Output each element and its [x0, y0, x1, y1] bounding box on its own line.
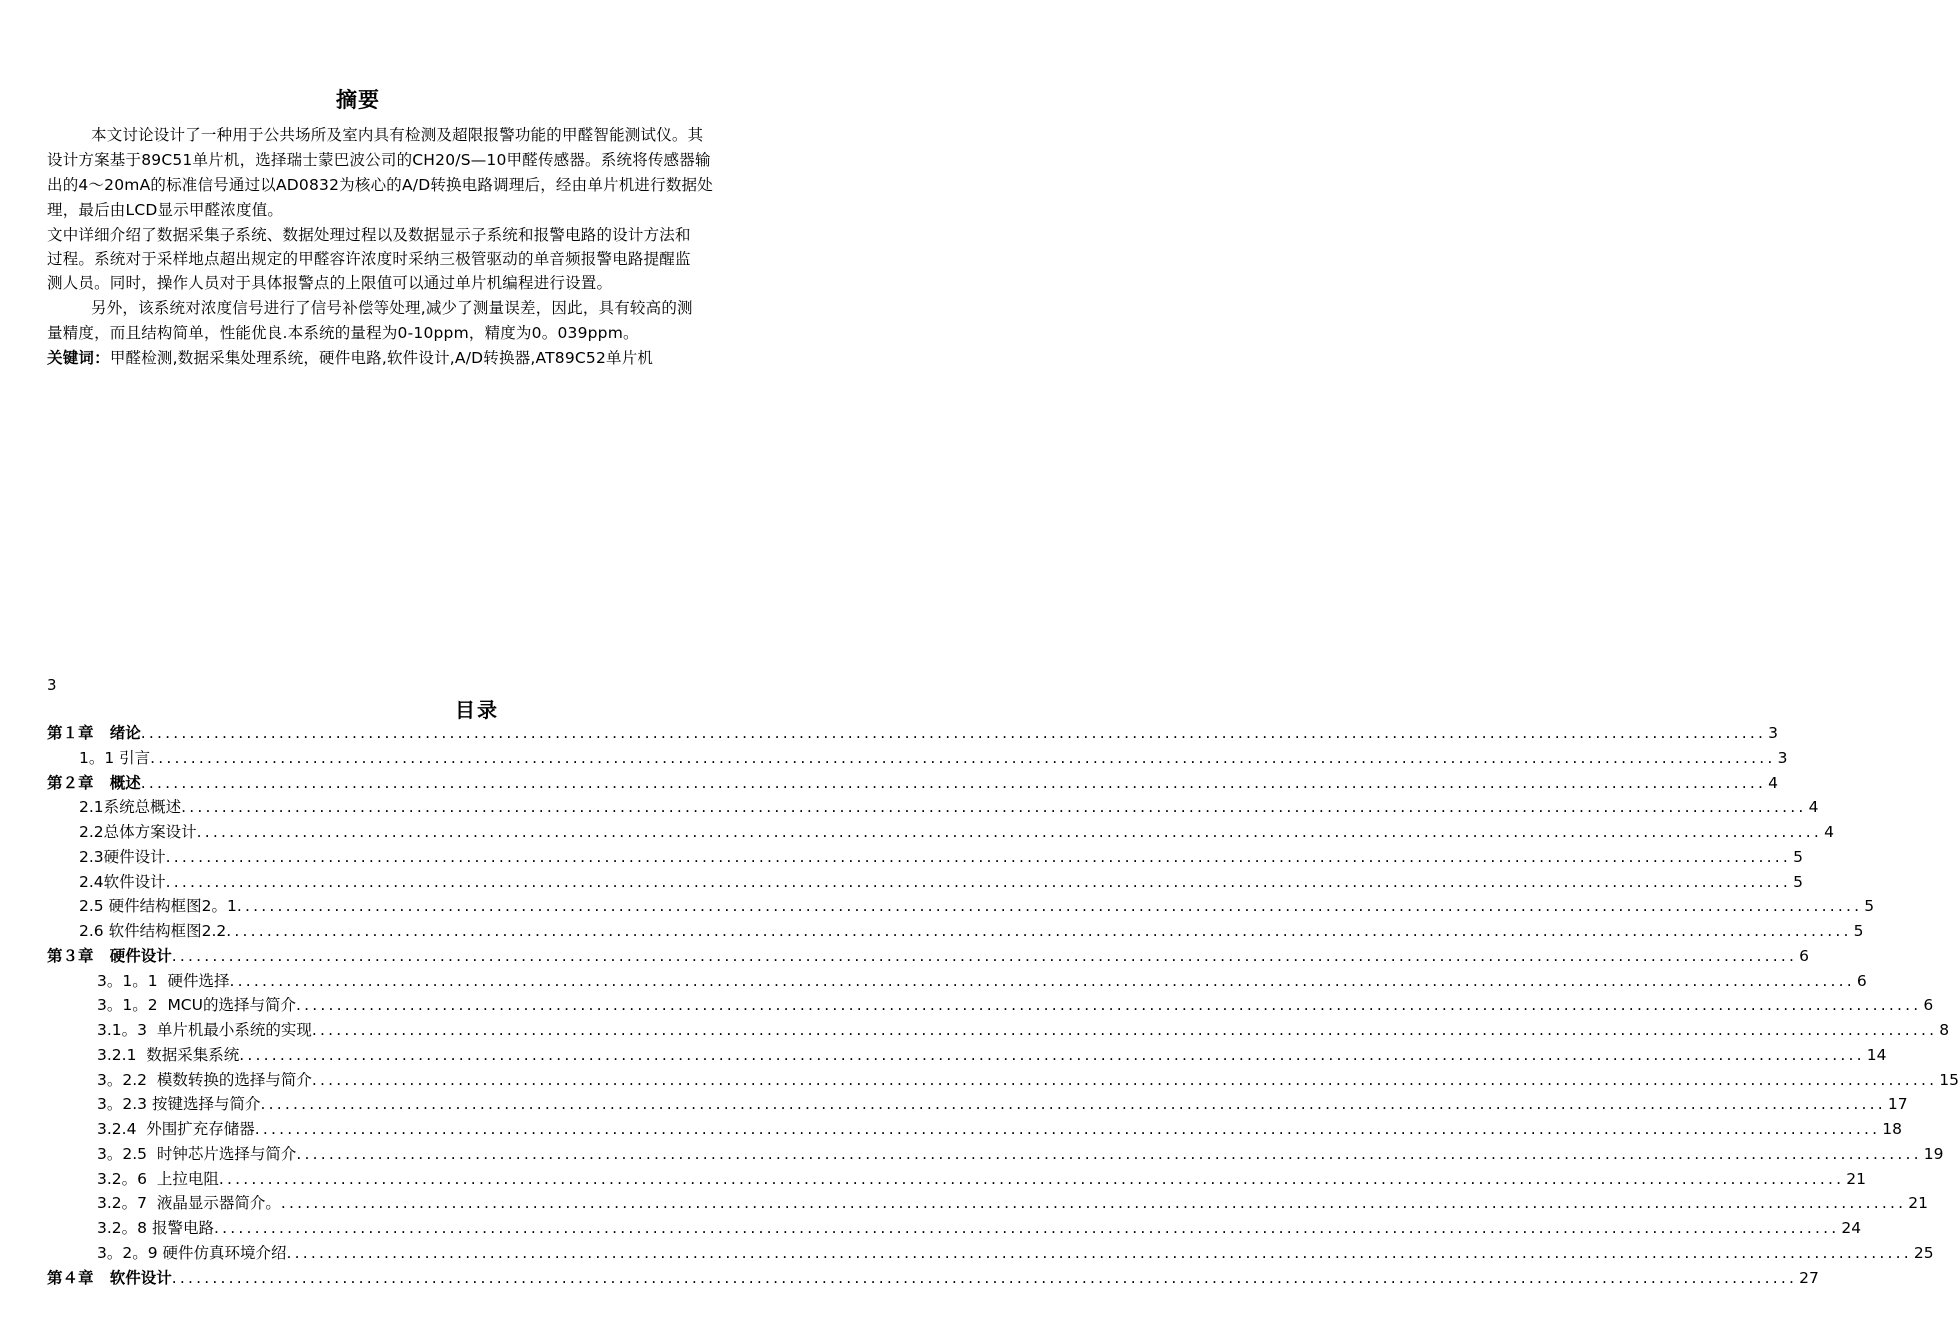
abstract-line: 出的4～20mA的标准信号通过以AD0832为核心的A/D转换电路调理后，经由单片机进行数据处	[47, 176, 713, 194]
toc-section-entry[interactable]	[79, 894, 1875, 918]
toc-section-entry[interactable]	[79, 919, 1864, 943]
abstract-line: 另外，该系统对浓度信号进行了信号补偿等处理,减少了测量误差，因此，具有较高的测	[91, 299, 693, 317]
toc-leader-dots: ........................................................................................................................................................................................................	[196, 823, 1823, 841]
toc-leader-dots: ........................................................................................................................................................................................................	[236, 897, 1863, 915]
toc-section-entry[interactable]	[97, 1216, 1862, 1240]
toc-leader-dots: ........................................................................................................................................................................................................	[254, 1120, 1881, 1138]
toc-leader-dots: ........................................................................................................................................................................................................	[213, 1219, 1840, 1237]
page-number: 3	[47, 676, 57, 694]
toc-chapter-entry[interactable]	[47, 771, 1778, 795]
toc-page-number: 4	[1824, 823, 1834, 841]
toc-entry-label: 3。2.2 模数转换的选择与简介	[97, 1071, 312, 1089]
toc-leader-dots: ........................................................................................................................................................................................................	[239, 1046, 1865, 1064]
toc-entry-label: 3.1。3 单片机最小系统的实现	[97, 1021, 312, 1039]
toc-leader-dots: ........................................................................................................................................................................................................	[295, 996, 1922, 1014]
toc-leader-dots: ........................................................................................................................................................................................................	[140, 724, 1767, 742]
abstract-line: 过程。系统对于采样地点超出规定的甲醛容许浓度时采纳三极管驱动的单音频报警电路提醒监	[47, 250, 691, 268]
toc-entry-label: 3。2.3 按键选择与简介	[97, 1095, 261, 1113]
toc-entry-label: 2.6 软件结构框图2.2	[79, 922, 227, 940]
toc-section-entry[interactable]	[97, 1068, 1959, 1092]
toc-entry-label: 3。2.5 时钟芯片选择与简介	[97, 1145, 297, 1163]
toc-leader-dots: ........................................................................................................................................................................................................	[296, 1145, 1922, 1163]
abstract-title: 摘要	[336, 88, 380, 112]
toc-leader-dots: ........................................................................................................................................................................................................	[226, 922, 1852, 940]
toc-leader-dots: ........................................................................................................................................................................................................	[181, 798, 1807, 816]
toc-leader-dots: ........................................................................................................................................................................................................	[140, 774, 1767, 792]
toc-entry-label: 1。1 引言	[79, 749, 151, 767]
toc-section-entry[interactable]	[97, 1018, 1950, 1042]
toc-entry-label: 2.2总体方案设计	[79, 823, 197, 841]
toc-page-number: 14	[1866, 1046, 1887, 1064]
toc-section-entry[interactable]	[97, 993, 1934, 1017]
toc-entry-label: 第４章 软件设计	[47, 1269, 172, 1287]
abstract-line: 本文讨论设计了一种用于公共场所及室内具有检测及超限报警功能的甲醛智能测试仪。其	[91, 126, 704, 144]
toc-chapter-entry[interactable]	[47, 721, 1778, 745]
toc-page-number: 5	[1793, 848, 1803, 866]
toc-entry-label: 2.5 硬件结构框图2。1	[79, 897, 237, 915]
toc-page-number: 24	[1841, 1219, 1862, 1237]
toc-section-entry[interactable]	[79, 845, 1803, 869]
toc-entry-label: 2.4软件设计	[79, 873, 166, 891]
toc-entry-label: 3。2。9 硬件仿真环境介绍	[97, 1244, 287, 1262]
toc-page-number: 17	[1887, 1095, 1908, 1113]
toc-leader-dots: ........................................................................................................................................................................................................	[311, 1021, 1938, 1039]
toc-leader-dots: ........................................................................................................................................................................................................	[286, 1244, 1912, 1262]
toc-page-number: 27	[1799, 1269, 1819, 1287]
toc-section-entry[interactable]	[79, 746, 1788, 770]
toc-entry-label: 2.3硬件设计	[79, 848, 166, 866]
toc-chapter-entry[interactable]	[47, 1266, 1819, 1290]
toc-page-number: 6	[1799, 947, 1809, 965]
toc-page-number: 18	[1882, 1120, 1902, 1138]
toc-leader-dots: ........................................................................................................................................................................................................	[171, 947, 1798, 965]
toc-entry-label: 第１章 绪论	[47, 724, 141, 742]
toc-section-entry[interactable]	[97, 1241, 1934, 1265]
toc-leader-dots: ........................................................................................................................................................................................................	[165, 873, 1792, 891]
keywords-line	[47, 347, 653, 369]
toc-leader-dots: ........................................................................................................................................................................................................	[260, 1095, 1886, 1113]
toc-section-entry[interactable]	[97, 1092, 1908, 1116]
toc-section-entry[interactable]	[79, 870, 1803, 894]
abstract-line: 测人员。同时，操作人员对于具体报警点的上限值可以通过单片机编程进行设置。	[47, 274, 613, 292]
keywords-text: 甲醛检测,数据采集处理系统，硬件电路,软件设计,A/D转换器,AT89C52单片机	[109, 349, 654, 367]
toc-entry-label: 3.2。6 上拉电阻	[97, 1170, 219, 1188]
toc-entry-label: 3。1。2 MCU的选择与简介	[97, 996, 296, 1014]
toc-section-entry[interactable]	[97, 1167, 1867, 1191]
toc-section-entry[interactable]	[97, 1043, 1887, 1067]
toc-leader-dots: ........................................................................................................................................................................................................	[280, 1194, 1907, 1212]
toc-entry-label: 3.2。8 报警电路	[97, 1219, 214, 1237]
toc-section-entry[interactable]	[97, 1117, 1902, 1141]
abstract-line: 量精度，而且结构简单，性能优良.本系统的量程为0-10ppm，精度为0。039ppm。	[47, 324, 639, 342]
toc-page-number: 21	[1846, 1170, 1867, 1188]
toc-section-entry[interactable]	[79, 795, 1819, 819]
toc-entry-label: 3。1。1 硬件选择	[97, 972, 230, 990]
toc-page-number: 6	[1856, 972, 1867, 990]
toc-leader-dots: ........................................................................................................................................................................................................	[218, 1170, 1845, 1188]
toc-entry-label: 第３章 硬件设计	[47, 947, 172, 965]
toc-page-number: 5	[1793, 873, 1803, 891]
toc-page-number: 4	[1808, 798, 1819, 816]
toc-leader-dots: ........................................................................................................................................................................................................	[171, 1269, 1798, 1287]
toc-section-entry[interactable]	[97, 969, 1867, 993]
toc-page-number: 5	[1853, 922, 1864, 940]
toc-page-number: 3	[1768, 724, 1778, 742]
toc-entry-label: 第２章 概述	[47, 774, 141, 792]
toc-leader-dots: ........................................................................................................................................................................................................	[150, 749, 1776, 767]
toc-entry-label: 2.1系统总概述	[79, 798, 182, 816]
toc-title: 目录	[455, 698, 499, 722]
toc-entry-label: 3.2。7 液晶显示器简介。	[97, 1194, 281, 1212]
toc-section-entry[interactable]	[79, 820, 1834, 844]
toc-entry-label: 3.2.1 数据采集系统	[97, 1046, 240, 1064]
toc-page-number: 4	[1768, 774, 1778, 792]
toc-page-number: 19	[1923, 1145, 1944, 1163]
toc-page-number: 6	[1923, 996, 1934, 1014]
toc-chapter-entry[interactable]	[47, 944, 1809, 968]
toc-page-number: 21	[1908, 1194, 1929, 1212]
abstract-line: 文中详细介绍了数据采集子系统、数据处理过程以及数据显示子系统和报警电路的设计方法和	[47, 226, 691, 244]
toc-section-entry[interactable]	[97, 1142, 1944, 1166]
toc-entry-label: 3.2.4 外围扩充存储器	[97, 1120, 255, 1138]
toc-page-number: 3	[1777, 749, 1788, 767]
toc-leader-dots: ........................................................................................................................................................................................................	[229, 972, 1855, 990]
toc-page-number: 25	[1913, 1244, 1934, 1262]
toc-page-number: 5	[1864, 897, 1875, 915]
abstract-line: 设计方案基于89C51单片机，选择瑞士蒙巴波公司的CH20/S—10甲醛传感器。系统将传感器输	[47, 151, 711, 169]
toc-leader-dots: ........................................................................................................................................................................................................	[311, 1071, 1938, 1089]
abstract-line: 理，最后由LCD显示甲醛浓度值。	[47, 201, 284, 219]
toc-page-number: 8	[1939, 1021, 1950, 1039]
toc-section-entry[interactable]	[97, 1191, 1929, 1215]
keywords-label: 关键词：	[47, 349, 110, 367]
toc-leader-dots: ........................................................................................................................................................................................................	[165, 848, 1792, 866]
toc-page-number: 15	[1939, 1071, 1959, 1089]
